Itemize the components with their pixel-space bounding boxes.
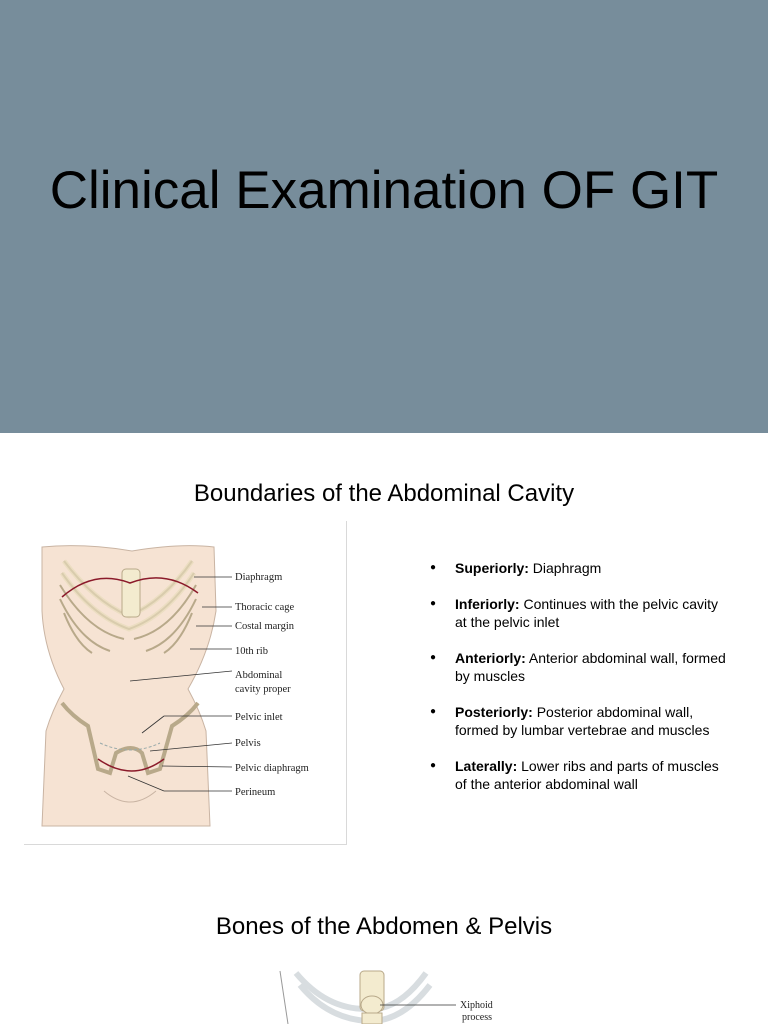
bones-figure: [276, 969, 506, 1024]
boundaries-list: [430, 559, 730, 811]
slide-title: Clinical Examination OF GIT: [49, 161, 719, 220]
label-pelvic-inlet: Pelvic inlet: [235, 712, 283, 723]
abdominal-cavity-figure: [24, 521, 347, 845]
label-pelvis: Pelvis: [235, 738, 261, 749]
label-perineum: Perineum: [235, 787, 276, 798]
label-pelvic-diaphragm: Pelvic diaphragm: [235, 763, 309, 774]
label-xiphoid: Xiphoid: [460, 1000, 493, 1011]
bones-slide: [0, 873, 768, 1024]
title-slide: [0, 0, 768, 433]
list-item: ● Posteriorly: Posterior abdominal wall, formed by lumbar vertebrae and muscles: [430, 703, 730, 740]
label-costal-margin: Costal margin: [235, 621, 295, 632]
label-cavity-proper: cavity proper: [235, 684, 291, 695]
label-abdominal: Abdominal: [235, 670, 283, 681]
slide-heading: Boundaries of the Abdominal Cavity: [193, 480, 575, 507]
label-process: process: [462, 1012, 492, 1023]
list-item: ● Laterally: Lower ribs and parts of muscles of the anterior abdominal wall: [430, 757, 730, 794]
slide-heading: Bones of the Abdomen & Pelvis: [215, 913, 553, 940]
label-thoracic-cage: Thoracic cage: [235, 602, 295, 613]
boundaries-slide: [0, 433, 768, 873]
list-item: ● Superiorly: Diaphragm: [430, 559, 730, 578]
label-diaphragm: Diaphragm: [235, 572, 283, 583]
list-item: ● Anteriorly: Anterior abdominal wall, formed by muscles: [430, 649, 730, 686]
label-10th-rib: 10th rib: [235, 646, 268, 657]
list-item: ● Inferiorly: Continues with the pelvic cavity at the pelvic inlet: [430, 595, 730, 632]
